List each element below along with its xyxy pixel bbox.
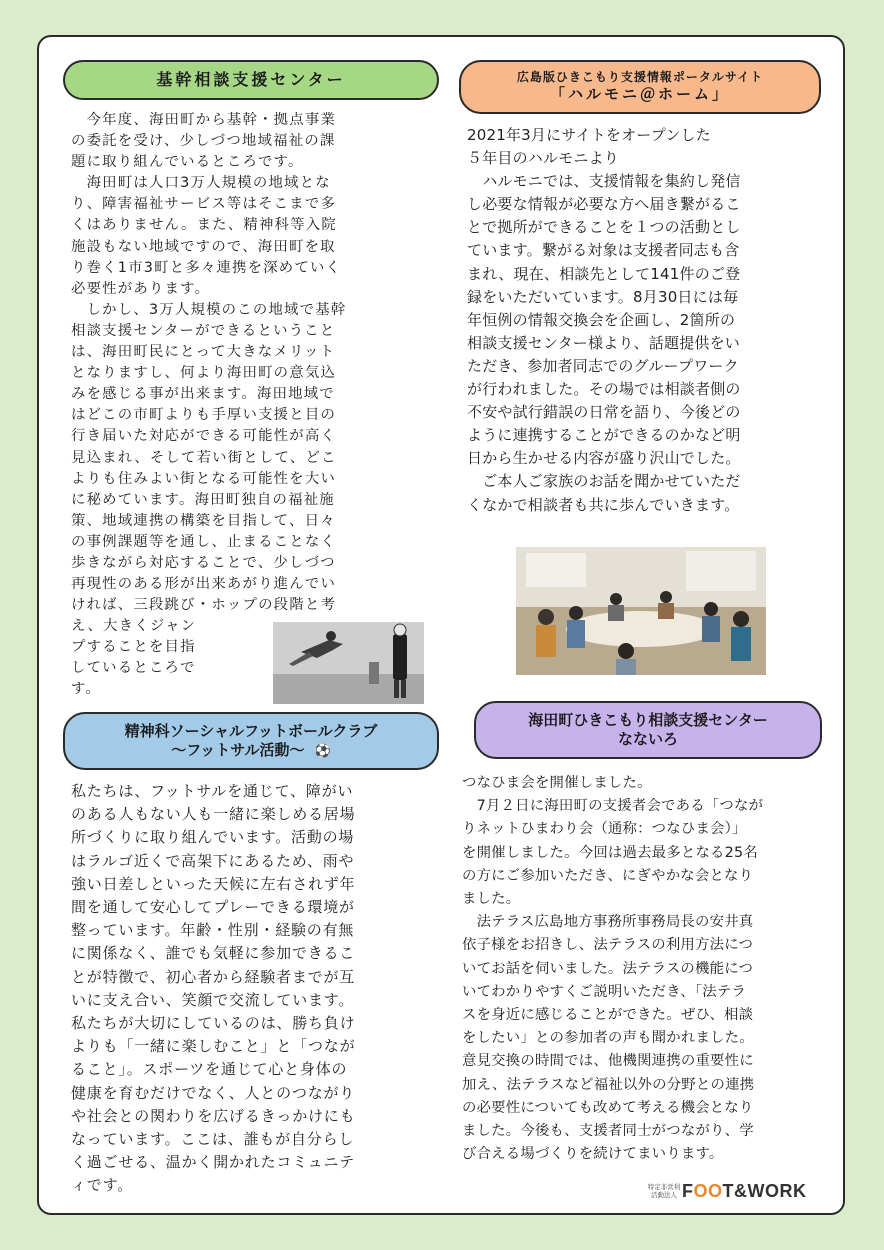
text-line: 不安や試行錯誤の日常を語り、今後どの (467, 403, 741, 422)
text-line: 7月２日に海田町の支援者会である「つなが (462, 798, 764, 815)
text-line: び合える場づくりを続けてまいります。 (462, 1146, 724, 1163)
text-line: 私たちは、フットサルを通じて、障がい (71, 782, 354, 800)
text-line: 相談支援センターができるということ (71, 322, 336, 339)
text-line: 施設もない地域ですので、海田町を取 (71, 238, 336, 255)
text-line: しているところで (71, 660, 196, 677)
text-line: をしたい」との参加者の声も聞かれました。 (462, 1030, 754, 1047)
text-line: ければ、三段跳び・ホップの段階と考 (71, 597, 337, 614)
text-line: 加え、法テラスなど福祉以外の分野との連携 (462, 1076, 755, 1093)
text-line: とが特徴で、初心者から経験者までが互 (71, 967, 356, 986)
meeting-photo (516, 547, 766, 675)
text-line: つなひま会を開催しました。 (462, 775, 652, 791)
soccer-ball-icon: ⚽ (314, 743, 331, 759)
logo-small-line2: 活動法人 (651, 1191, 677, 1199)
logo-wordmark (682, 1181, 807, 1202)
text-line: しかし、3万人規模のこの地域で基幹 (71, 301, 347, 318)
kikan-title: 基幹相談支援センター (156, 70, 346, 89)
text-line: 法テラス広島地方事務所事務局長の安井真 (462, 914, 754, 931)
text-line: や社会との関わりを広げるきっかけにも (71, 1106, 356, 1125)
triple-jump-photo (273, 622, 424, 704)
harmony-title-line1: 広島版ひきこもり支援情報ポータルサイト (516, 70, 764, 85)
text-line: りネットひまわり会（通称：つなひま会）」 (462, 821, 747, 838)
text-line: ご本人ご家族のお話を聞かせていただ (467, 472, 741, 491)
text-line: ただき、参加者同志でのグループワーク (467, 356, 739, 375)
text-line: り、障害福祉サービス等はそこまで多 (71, 196, 337, 213)
text-line: 海田町は人口3万人規模の地域とな (71, 175, 331, 192)
kikan-body (71, 110, 427, 616)
logo-org-type (646, 1183, 682, 1199)
text-line: いてわかりやすくご説明いただき、「法テラ (462, 983, 747, 1000)
text-line: の委託を受け、少しづつ地域福祉の課 (71, 133, 336, 150)
text-line: し必要な情報が必要な方へ届き繋がるこ (467, 195, 741, 214)
text-line: 相談支援センター様より、話題提供をい (467, 333, 741, 352)
text-line: よりも「一緒に楽しむこと」と「つなが (71, 1037, 356, 1056)
harmony-body (467, 124, 817, 517)
text-line: く過ごせる、温かく開かれたコミュニテ (71, 1153, 356, 1172)
text-line: の事例課題等を通し、止まることなく (71, 533, 337, 550)
text-line: は、海田町民にとって大きなメリット (71, 344, 336, 361)
text-line: 歩きながら対応することで、少しづつ (71, 554, 336, 571)
text-line: ィです。 (71, 1176, 134, 1195)
text-line: のある人もない人も一緒に楽しめる居場 (71, 805, 356, 824)
text-line: 2021年3月にサイトをオープンした (467, 126, 711, 144)
text-line: 年恒例の情報交換会を企画し、2箇所の (467, 310, 736, 329)
text-line: ること」。スポーツを通じて心と身体の (71, 1060, 348, 1079)
naiiro-title-line1: 海田町ひきこもり相談支援センター (528, 711, 768, 730)
text-line: ように連携することができるのかなど明 (467, 426, 741, 445)
harmony-title-line2: 「ハルモニ＠ホーム」 (549, 85, 730, 104)
logo-small-line1: 特定非営利 (647, 1183, 681, 1191)
footwork-logo (646, 1179, 824, 1203)
logo-letters-rest: T&WORK (722, 1180, 807, 1201)
kikan-heading (63, 60, 439, 100)
text-line: に秘めています。海田町独自の福祉施 (71, 491, 335, 508)
text-line: 策、地域連携の構築を目指して、日々 (71, 512, 336, 529)
text-line: 所づくりに取り組んでいます。活動の場 (71, 828, 355, 847)
text-line: なっています。ここは、誰もが自分らし (71, 1130, 355, 1149)
naiiro-heading (474, 701, 822, 759)
futsal-title-line2: ～フットサル活動～ (171, 740, 305, 759)
text-line: プすることを目指 (71, 639, 196, 656)
text-line: 依子様をお招きし、法テラスの利用方法につ (462, 937, 754, 954)
text-line: ました。今後も、支援者同士がつながり、学 (462, 1123, 754, 1140)
text-line: ています。繋がる対象は支援者同志も含 (467, 241, 740, 260)
text-line: 整っています。年齢・性別・経験の有無 (71, 921, 355, 940)
text-line: の必要性についても改めて考える機会となり (462, 1099, 754, 1116)
text-line: いてお話を伺いました。法テラスの機能につ (462, 960, 754, 977)
text-line: 私たちが大切にしているのは、勝ち負け (71, 1014, 356, 1033)
text-line: を開催しました。今回は過去最多となる25名 (462, 844, 758, 861)
text-line: くはありません。また、精神科等入院 (71, 217, 337, 234)
text-line: 見込まれ、そして若い街として、どこ (71, 449, 337, 466)
logo-letters-oo: OO (693, 1180, 723, 1201)
text-line: よりも住みよい街となる可能性を大い (71, 470, 337, 487)
text-line: いに支え合い、笑顔で交流しています。 (71, 990, 355, 1009)
text-line: はラルゴ近くで高架下にあるため、雨や (71, 851, 355, 870)
text-line: みを感じる事が出来ます。海田地域で (71, 386, 335, 403)
text-line: スを身近に感じることができた。ぜひ、相談 (462, 1007, 754, 1024)
text-line: が行われました。その場では相談者側の (467, 380, 741, 399)
naiiro-title-line2: なないろ (617, 730, 678, 748)
text-line: り巻く1市3町と多々連携を深めていく (71, 259, 342, 276)
text-line: 再現性のある形が出来あがり進んでい (71, 576, 337, 593)
text-line: くなかで相談者も共に歩んでいきます。 (467, 495, 740, 514)
text-line: 録をいただいています。8月30日には毎 (467, 287, 739, 306)
text-line: 行き届いた対応ができる可能性が高く (71, 428, 337, 445)
text-line: 今年度、海田町から基幹・拠点事業 (71, 112, 337, 128)
text-line: 健康を育むだけでなく、人とのつながり (71, 1083, 356, 1102)
text-line: 強い日差しといった天候に左右されず年 (71, 874, 356, 893)
text-line: の方にご参加いただき、にぎやかな会となり (462, 867, 754, 884)
text-line: まれ、現在、相談先として141件のご登 (467, 264, 741, 283)
text-line: 意見交換の時間では、他機関連携の重要性に (462, 1053, 754, 1070)
naiiro-body (462, 772, 820, 1166)
harmony-heading (459, 60, 821, 114)
text-line: す。 (71, 681, 102, 698)
text-line: 必要性があります。 (71, 280, 211, 297)
text-line: ハルモニでは、支援情報を集約し発信 (467, 172, 741, 191)
text-line: 日から生かせる内容が盛り沢山でした。 (467, 449, 741, 468)
text-line: とで拠所ができることを１つの活動とし (467, 218, 741, 237)
futsal-heading (63, 712, 439, 770)
text-line: 題に取り組んでいるところです。 (71, 154, 304, 171)
text-line: はどこの市町よりも手厚い支援と目の (71, 407, 337, 424)
futsal-title-line1: 精神科ソーシャルフットボールクラブ (124, 722, 378, 740)
text-line: ５年目のハルモニより (467, 149, 620, 168)
futsal-body (71, 780, 429, 1198)
text-line: となりますし、何より海田町の意気込 (71, 365, 337, 382)
text-line: ました。 (462, 891, 521, 908)
text-line: え、大きくジャン (71, 618, 197, 634)
text-line: に関係なく、誰でも気軽に参加できるこ (71, 944, 356, 963)
logo-letter-f: F (682, 1180, 694, 1201)
text-line: 間を通して安心してプレーできる環境が (71, 898, 355, 917)
kikan-body-tail (71, 616, 271, 700)
